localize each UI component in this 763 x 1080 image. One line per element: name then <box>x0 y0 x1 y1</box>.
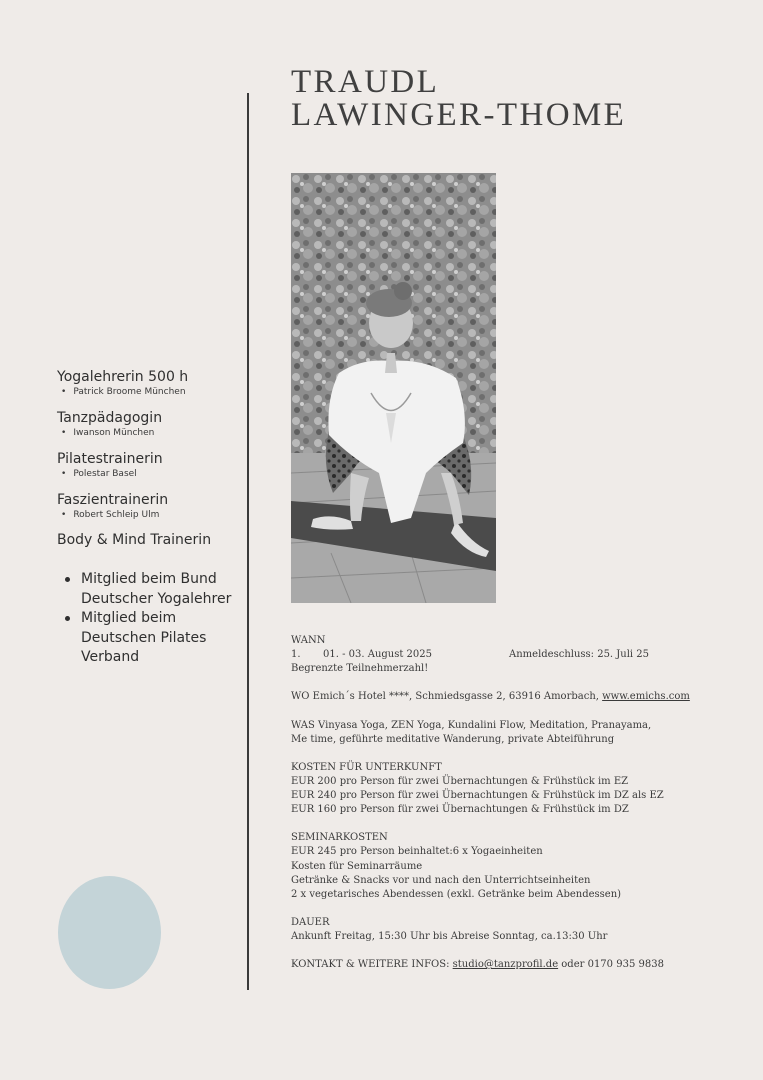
seminar-heading: SEMINARKOSTEN <box>291 832 388 844</box>
yoga-pose-photo <box>291 173 496 603</box>
kosten-line: EUR 160 pro Person für zwei Übernachtungen & Frühstück im DZ <box>291 804 629 816</box>
email-link[interactable]: studio@tanzprofil.de <box>452 959 559 971</box>
title-line-2: LAWINGER-THOME <box>291 97 627 133</box>
was-section <box>291 719 711 747</box>
kontakt-label: KONTAKT & WEITERE INFOS: <box>291 959 453 971</box>
qualification-fascia <box>57 491 237 522</box>
qualification-title: Faszientrainerin <box>57 492 169 508</box>
qualification-institution: • Patrick Broome München <box>61 386 237 399</box>
qualification-dance <box>57 409 237 440</box>
vertical-divider <box>247 93 249 990</box>
wo-text: WO Emich´s Hotel ****, Schmiedsgasse 2, 63916 Amorbach, <box>291 691 603 703</box>
event-info <box>291 634 711 986</box>
membership-item: Mitglied beim Bund Deutscher Yogalehrer <box>57 570 237 609</box>
membership-item: Mitglied beim Deutschen Pilates Verband <box>57 609 237 668</box>
qualification-institution: • Polestar Basel <box>61 468 237 481</box>
wann-heading: WANN <box>291 635 326 646</box>
dauer-text: Ankunft Freitag, 15:30 Uhr bis Abreise Sonntag, ca.13:30 Uhr <box>291 930 608 942</box>
qualification-pilates <box>57 450 237 481</box>
wann-dates: 01. - 03. August 2025 <box>323 649 433 661</box>
qualification-title: Yogalehrerin 500 h <box>57 369 189 385</box>
seminar-line: 2 x vegetarisches Abendessen (exkl. Getränke beim Abendessen) <box>291 888 622 900</box>
seminar-line: Getränke & Snacks vor und nach den Unterrichtseinheiten <box>291 874 591 886</box>
was-line-2: Me time, geführte meditative Wanderung, private Abteiführung <box>291 733 615 745</box>
memberships-list <box>57 570 237 668</box>
qualifications-sidebar <box>57 368 237 668</box>
dauer-heading: DAUER <box>291 916 330 928</box>
hotel-link[interactable]: www.emichs.com <box>602 691 690 703</box>
kosten-section <box>291 761 711 817</box>
title-line-1: TRAUDL <box>291 64 440 100</box>
limited-participants: Begrenzte Teilnehmerzahl! <box>291 663 429 675</box>
kosten-heading: KOSTEN FÜR UNTERKUNFT <box>291 761 442 773</box>
page-title <box>291 66 626 132</box>
was-line-1: WAS Vinyasa Yoga, ZEN Yoga, Kundalini Flow, Meditation, Pranayama, <box>291 719 652 731</box>
seminar-section <box>291 831 711 901</box>
kosten-line: EUR 240 pro Person für zwei Übernachtungen & Frühstück im DZ als EZ <box>291 790 664 802</box>
seminar-line: Kosten für Seminarräume <box>291 860 423 872</box>
phone-text: oder 0170 935 9838 <box>558 959 664 971</box>
qualification-yoga <box>57 368 237 399</box>
kosten-line: EUR 200 pro Person für zwei Übernachtungen & Frühstück im EZ <box>291 775 629 787</box>
qualification-institution: • Iwanson München <box>61 427 237 440</box>
wo-section <box>291 690 711 704</box>
wann-number: 1. <box>291 649 301 661</box>
qualification-institution: • Robert Schleip Ulm <box>61 509 237 522</box>
seminar-line: EUR 245 pro Person beinhaltet:6 x Yogaeinheiten <box>291 846 543 858</box>
qualification-title: Tanzpädagogin <box>57 410 163 426</box>
qualification-title: Pilatestrainerin <box>57 451 163 467</box>
wann-row <box>291 648 711 662</box>
dauer-section <box>291 916 711 944</box>
decorative-circle <box>58 876 161 989</box>
registration-deadline: Anmeldeschluss: 25. Juli 25 <box>509 649 650 661</box>
kontakt-section <box>291 958 711 972</box>
body-mind-trainer: Body & Mind Trainerin <box>57 532 212 548</box>
